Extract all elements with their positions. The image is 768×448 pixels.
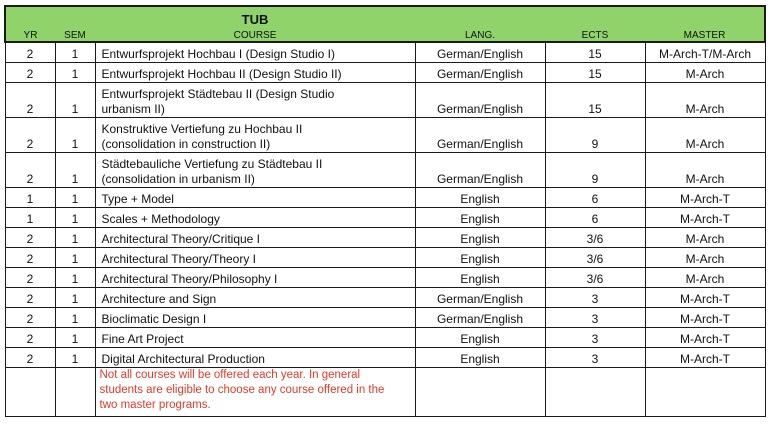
sem-cell: 1: [55, 268, 95, 288]
ects-cell: 15: [545, 63, 645, 83]
yr-cell: 2: [5, 248, 55, 268]
course-cell: [95, 228, 415, 248]
yr-cell: 1: [5, 208, 55, 228]
course-cell: [95, 63, 415, 83]
language-cell: English: [415, 268, 545, 288]
sem-cell: 1: [55, 118, 95, 153]
course-cell: [95, 268, 415, 288]
master-cell: M-Arch: [645, 118, 765, 153]
sem-cell: 1: [55, 288, 95, 308]
language-cell: German/English: [415, 63, 545, 83]
language-cell: English: [415, 348, 545, 368]
ects-cell: 9: [545, 153, 645, 188]
course-name-line: Entwurfsprojekt Städtebau II (Design Studio: [101, 87, 335, 101]
table-row: [5, 42, 765, 63]
table-row: [5, 328, 765, 348]
course-name-line: Digital Architectural Production: [101, 352, 265, 366]
yr-cell: 2: [5, 228, 55, 248]
ects-cell: 3: [545, 328, 645, 348]
ects-cell: 3/6: [545, 228, 645, 248]
course-cell: [95, 348, 415, 368]
table-row: [5, 153, 765, 188]
course-cell: [95, 83, 415, 118]
course-name-line: (consolidation in urbanism II): [101, 172, 255, 186]
language-cell: German/English: [415, 153, 545, 188]
course-cell: [95, 153, 415, 188]
course-name-line: Entwurfsprojekt Hochbau II (Design Studio II): [101, 67, 342, 81]
course-cell: [95, 248, 415, 268]
table-row: [5, 63, 765, 83]
table-row: [5, 228, 765, 248]
course-cell: [95, 118, 415, 153]
column-header-row: [5, 27, 765, 42]
master-cell: M-Arch-T: [645, 188, 765, 208]
course-name-line: Entwurfsprojekt Hochbau I (Design Studio I): [101, 47, 335, 61]
course-cell: [95, 208, 415, 228]
master-cell: M-Arch-T: [645, 348, 765, 368]
sem-cell: 1: [55, 153, 95, 188]
table-row: [5, 118, 765, 153]
language-cell: German/English: [415, 42, 545, 63]
language-cell: English: [415, 228, 545, 248]
language-cell: German/English: [415, 83, 545, 118]
yr-cell: 2: [5, 268, 55, 288]
course-name-line: Scales + Methodology: [101, 212, 220, 226]
language-cell: English: [415, 188, 545, 208]
sem-cell: 1: [55, 63, 95, 83]
header-yr: YR: [5, 27, 55, 42]
course-cell: [95, 188, 415, 208]
table-row: [5, 348, 765, 368]
table-row: [5, 268, 765, 288]
table-row: [5, 188, 765, 208]
master-cell: M-Arch-T: [645, 308, 765, 328]
sem-cell: 1: [55, 308, 95, 328]
table-row: [5, 208, 765, 228]
yr-cell: 2: [5, 348, 55, 368]
ects-cell: 3/6: [545, 248, 645, 268]
course-name-line: Städtebauliche Vertiefung zu Städtebau II: [101, 157, 323, 171]
sem-cell: 1: [55, 348, 95, 368]
course-name-line: Architectural Theory/Theory I: [101, 252, 257, 266]
ects-cell: 6: [545, 188, 645, 208]
table-row: [5, 288, 765, 308]
language-cell: English: [415, 248, 545, 268]
course-name-line: Architectural Theory/Philosophy I: [101, 272, 278, 286]
language-cell: English: [415, 328, 545, 348]
table-row: [5, 248, 765, 268]
ects-cell: 3: [545, 308, 645, 328]
yr-cell: 2: [5, 63, 55, 83]
course-cell: [95, 288, 415, 308]
language-cell: German/English: [415, 308, 545, 328]
header-lang: LANG.: [415, 27, 545, 42]
note-row: [5, 368, 765, 417]
course-name-line: (consolidation in construction II): [101, 137, 271, 151]
master-cell: M-Arch: [645, 228, 765, 248]
master-cell: M-Arch: [645, 83, 765, 118]
yr-cell: 2: [5, 118, 55, 153]
language-cell: German/English: [415, 288, 545, 308]
sem-cell: 1: [55, 42, 95, 63]
master-cell: M-Arch-T/M-Arch: [645, 42, 765, 63]
ects-cell: 3: [545, 348, 645, 368]
table-row: [5, 83, 765, 118]
note-line: two master programs.: [99, 399, 211, 411]
note-line: students are eligible to choose any course offered in the: [99, 384, 385, 396]
master-cell: M-Arch: [645, 153, 765, 188]
course-cell: [95, 308, 415, 328]
yr-cell: 2: [5, 153, 55, 188]
availability-note: [95, 368, 415, 417]
table-title-row: [5, 6, 765, 27]
yr-cell: 1: [5, 188, 55, 208]
ects-cell: 9: [545, 118, 645, 153]
sem-cell: 1: [55, 328, 95, 348]
header-ects: ECTS: [545, 27, 645, 42]
master-cell: M-Arch: [645, 248, 765, 268]
yr-cell: 2: [5, 328, 55, 348]
note-line: Not all courses will be offered each year. In general: [99, 369, 361, 381]
master-cell: M-Arch-T: [645, 328, 765, 348]
sem-cell: 1: [55, 228, 95, 248]
yr-cell: 2: [5, 308, 55, 328]
ects-cell: 6: [545, 208, 645, 228]
course-name-line: Fine Art Project: [101, 332, 184, 346]
language-cell: German/English: [415, 118, 545, 153]
master-cell: M-Arch: [645, 268, 765, 288]
sem-cell: 1: [55, 208, 95, 228]
master-cell: M-Arch-T: [645, 288, 765, 308]
master-cell: M-Arch: [645, 63, 765, 83]
yr-cell: 2: [5, 83, 55, 118]
master-cell: M-Arch-T: [645, 208, 765, 228]
sem-cell: 1: [55, 188, 95, 208]
sem-cell: 1: [55, 248, 95, 268]
header-course: COURSE: [95, 27, 415, 42]
ects-cell: 3/6: [545, 268, 645, 288]
table-body: [5, 42, 765, 417]
table-title: TUB: [95, 6, 415, 27]
sem-cell: 1: [55, 83, 95, 118]
yr-cell: 2: [5, 42, 55, 63]
yr-cell: 2: [5, 288, 55, 308]
course-name-line: Architectural Theory/Critique I: [101, 232, 261, 246]
course-name-line: Architecture and Sign: [101, 292, 217, 306]
course-name-line: Bioclimatic Design I: [101, 312, 207, 326]
course-cell: [95, 328, 415, 348]
course-name-line: urbanism II): [101, 102, 165, 116]
header-master: MASTER: [645, 27, 765, 42]
language-cell: English: [415, 208, 545, 228]
course-table-container: [4, 5, 764, 417]
ects-cell: 15: [545, 42, 645, 63]
course-cell: [95, 42, 415, 63]
header-sem: SEM: [55, 27, 95, 42]
course-table: [4, 5, 766, 417]
table-row: [5, 308, 765, 328]
ects-cell: 3: [545, 288, 645, 308]
ects-cell: 15: [545, 83, 645, 118]
course-name-line: Type + Model: [101, 192, 174, 206]
course-name-line: Konstruktive Vertiefung zu Hochbau II: [101, 122, 303, 136]
